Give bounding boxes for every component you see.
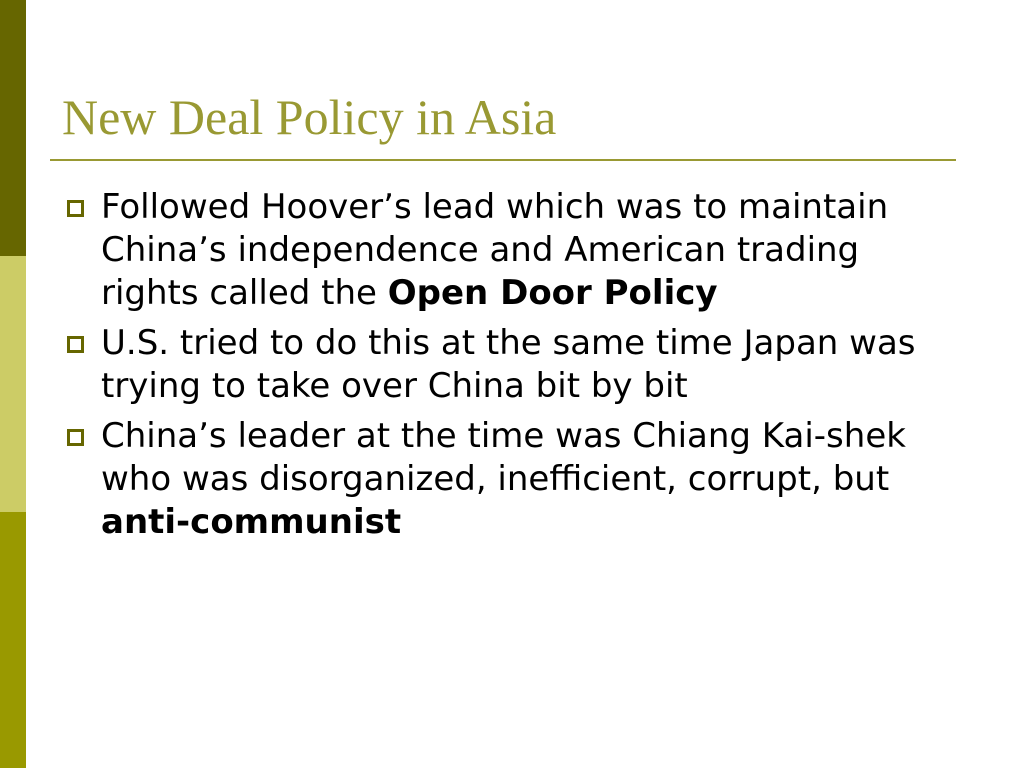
- bullet-text: China’s leader at the time was Chiang Kai-shek who was disorganized, inefficient, corrupt, but: [101, 416, 906, 499]
- bullet-text: Followed Hoover’s lead which was to maintain China’s independence and American trading rights called the: [101, 187, 889, 313]
- title-underline: [50, 159, 956, 161]
- sidebar-stripe-top: [0, 0, 26, 256]
- bullet-list: [66, 186, 966, 551]
- bullet-emphasis: Open Door Policy: [387, 273, 718, 313]
- slide-title: New Deal Policy in Asia: [62, 89, 557, 145]
- hollow-square-bullet-icon: [67, 200, 84, 217]
- sidebar-stripe-middle: [0, 256, 26, 512]
- bullet-text: U.S. tried to do this at the same time Japan was trying to take over China bit by bit: [101, 323, 916, 406]
- sidebar-stripe-bottom: [0, 512, 26, 768]
- hollow-square-bullet-icon: [67, 429, 84, 446]
- hollow-square-bullet-icon: [67, 336, 84, 353]
- bullet-item-open-door: [66, 186, 966, 315]
- bullet-item-chiang-kai-shek: [66, 415, 966, 544]
- bullet-emphasis: anti-communist: [101, 502, 402, 542]
- bullet-item-japan: [66, 322, 966, 408]
